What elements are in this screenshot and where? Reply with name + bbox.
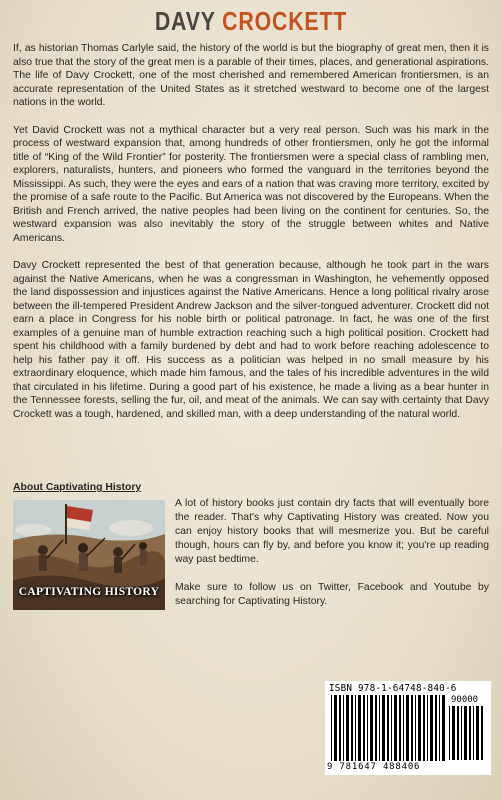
about-paragraph-2: Make sure to follow us on Twitter, Facebook and Youtube by searching for Captivating History. — [175, 582, 489, 607]
about-text — [175, 497, 489, 623]
price-addon-number: 90000 — [451, 695, 479, 705]
about-heading: About Captivating History — [13, 482, 142, 493]
ean-number: 9 781647 488406 — [327, 762, 421, 772]
isbn-number: ISBN 978-1-64748-840-6 — [329, 683, 457, 694]
title-part-davy: DAVY — [154, 6, 216, 36]
isbn-barcode — [325, 681, 491, 775]
blurb-paragraph-3: Davy Crockett represented the best of that generation because, although he took part in the wars against the Native Americans, when he was a congressman in Washington, he vehemently opposed the land dispossession and injustices against the Native Americans. Hence a long political rivalry arose between the ill-tempered President Andrew Jackson and the silver-tongued adventurer. Crockett did not earn a place in Congress for his noble birth or political patronage. In fact, he was one of the first examples of a genuine man of humble extraction reaching such a high political position. Crockett had spent his childhood with a family burdened by debt and had to work before reaching adolescence to help his father pay it off. His success as a politician was helped in no small measure by his extraordinary eloquence, which made him famous, and the tales of his incredible adventures in the wild that circulated in his lifetime. During a good part of his existence, he made a living as a bear hunter in the Tennessee forests, selling the fur, oil, and meat of the animals. We can say with certainty that Davy Crockett was a tough, hardened, and skilled man, with a deep understanding of the natural world. — [13, 260, 489, 420]
addon-barcode-bars — [449, 706, 487, 760]
ean-barcode-bars — [331, 695, 447, 761]
book-title — [45, 6, 457, 37]
about-paragraph-1: A lot of history books just contain dry facts that will eventually bore the reader. That's why Captivating History was created. Now you can enjoy history books that will mesmerize you. But be careful though, hours can fly by, and before you know it; you're up reading way past bedtime. — [175, 498, 489, 565]
blurb-paragraph-1: If, as historian Thomas Carlyle said, the history of the world is but the biography of great men, then it is also true that the story of the great men is a parable of their times, places, and generational aspirations. The life of Davy Crockett, one of the most cherished and remembered American frontiersmen, is an accurate representation of the United States as it stretched westward to become one of the largest nations in the world. — [13, 43, 489, 108]
captivating-history-image — [13, 500, 165, 610]
blurb-paragraph-2: Yet David Crockett was not a mythical character but a very real person. Such was his mark in the process of westward expansion that, among hundreds of other frontiersmen, only he got the informal title of “King of the Wild Frontier” for posterity. The frontiersmen were a special class of rambling men, explorers, naturalists, hunters, and pioneers who formed the vanguard in the territories beyond the Mississippi. As such, they were the eyes and ears of a nation that was craving more territory, excited by the promise of a safe route to the Pacific. But America was not discovered by the Europeans. When the British and French arrived, the native peoples had been living on the continent for centuries. So, the westward expansion was also inevitably the story of the struggle between whites and Native Americans. — [13, 124, 489, 244]
title-part-crockett: CROCKETT — [222, 6, 348, 36]
captivating-history-logo: CAPTIVATING HISTORY — [18, 586, 160, 598]
blurb-body — [13, 42, 489, 435]
